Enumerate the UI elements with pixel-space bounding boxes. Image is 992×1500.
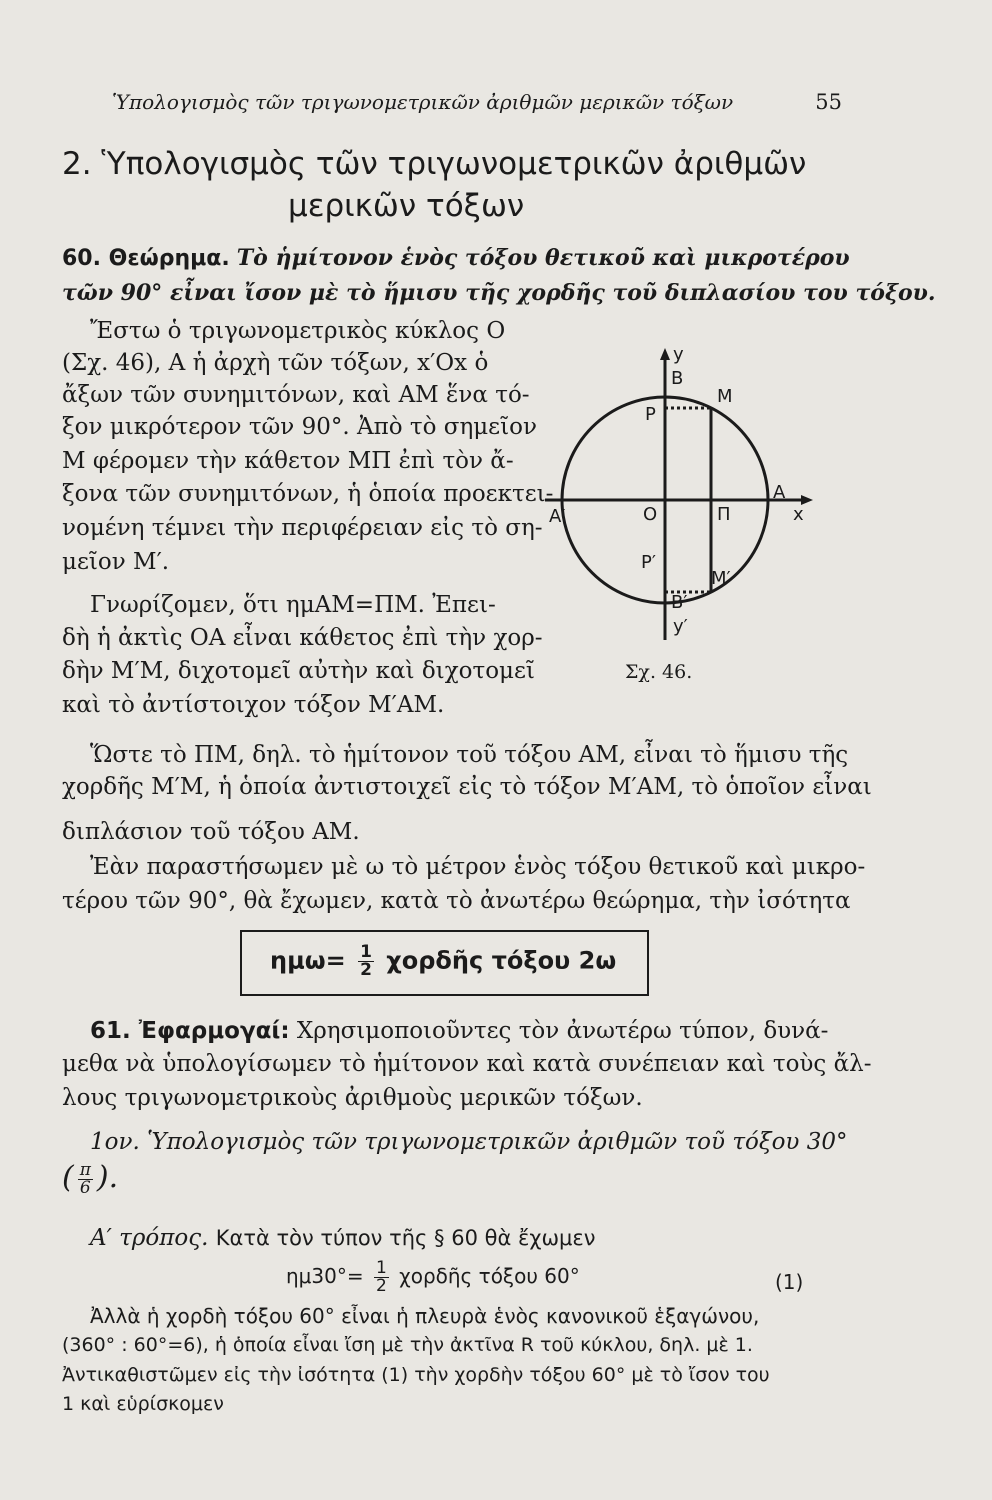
know-line: δὴ ἡ ἀκτὶς ΟΑ εἶναι κάθετος ἐπὶ τὴν χορ- — [62, 625, 543, 651]
theorem-statement-1: Τὸ ἡμίτονον ἑνὸς τόξου θετικοῦ καὶ μικροτέρου — [236, 245, 850, 271]
label-Pprime: P′ — [641, 552, 656, 573]
eq1-denominator: 2 — [375, 1276, 387, 1296]
label-P: P — [645, 404, 656, 425]
label-Pi: Π — [717, 504, 731, 525]
proof-line: μεῖον Μ′. — [62, 549, 170, 575]
running-title: Ὑπολογισμὸς τῶν τριγωνομετρικῶν ἀριθμῶν μερικῶν τόξων — [112, 90, 734, 114]
proof-line: ἄξων τῶν συνημιτόνων, καὶ ΑΜ ἕνα τό- — [62, 382, 530, 408]
theorem-statement-2: τῶν 90° εἶναι ἴσον μὲ τὸ ἥμισυ τῆς χορδῆς τοῦ διπλασίου του τόξου. — [62, 280, 936, 306]
proof-line: Ἔστω ὁ τριγωνομετρικὸς κύκλος Ο — [90, 318, 506, 344]
proof-line: Μ φέρομεν τὴν κάθετον ΜΠ ἐπὶ τὸν ἄ- — [62, 448, 514, 474]
formula-numerator: 1 — [360, 942, 372, 962]
label-Mprime: M′ — [711, 568, 731, 589]
omega-line: Ἐὰν παραστήσωμεν μὲ ω τὸ μέτρον ἑνὸς τόξου θετικοῦ καὶ μικρο- — [90, 854, 866, 880]
conclusion-line: Ὥστε τὸ ΠΜ, δηλ. τὸ ἡμίτονον τοῦ τόξου ΑΜ, εἶναι τὸ ἥμισυ τῆς — [90, 742, 849, 768]
formula-fraction — [358, 944, 374, 979]
know-line: δὴν Μ′Μ, διχοτομεῖ αὐτὴν καὶ διχοτομεῖ — [62, 658, 535, 684]
applications-line-2: μεθα νὰ ὑπολογίσωμεν τὸ ἡμίτονον καὶ κατὰ συνέπειαν καὶ τοὺς ἄλ- — [62, 1051, 872, 1077]
boxed-formula — [270, 944, 616, 979]
equation-1 — [286, 1260, 580, 1295]
eq1-fraction — [374, 1260, 389, 1295]
label-x: x — [793, 504, 804, 525]
theorem-label: 60. Θεώρημα. — [62, 246, 230, 271]
formula-denominator: 2 — [360, 960, 372, 980]
know-line: καὶ τὸ ἀντίστοιχον τόξον Μ′ΑΜ. — [62, 692, 445, 718]
method-label: Α′ τρόπος. — [90, 1225, 209, 1251]
label-Bprime: B′ — [671, 592, 688, 613]
method-text: Κατὰ τὸν τύπον τῆς § 60 θὰ ἔχωμεν — [215, 1226, 596, 1250]
figure-caption: Σχ. 46. — [625, 661, 693, 683]
label-B: B — [671, 368, 684, 389]
page-number: 55 — [815, 90, 842, 114]
proof-line: ξον μικρότερον τῶν 90°. Ἀπὸ τὸ σημεῖον — [62, 414, 537, 440]
eq1-numerator: 1 — [375, 1258, 387, 1278]
know-line: Γνωρίζομεν, ὅτι ημΑΜ=ΠΜ. Ἐπει- — [90, 592, 496, 618]
label-yprime: y′ — [673, 616, 688, 637]
formula-box — [240, 930, 649, 996]
theorem-line-1 — [62, 241, 850, 276]
first-case-text: Ὑπολογισμὸς τῶν τριγωνομετρικῶν ἀριθμῶν τοῦ τόξου 30° — [147, 1129, 848, 1155]
figure-46-trig-circle — [535, 340, 825, 670]
proof-line: ξονα τῶν συνημιτόνων, ἡ ὁποία προεκτει- — [62, 481, 554, 507]
pi-six-fraction — [78, 1159, 93, 1198]
pi-numerator: π — [79, 1159, 91, 1180]
applications-label: 61. Ἐφαρμογαί: — [90, 1018, 290, 1044]
final-line: 1 καὶ εὑρίσκομεν — [62, 1393, 224, 1415]
label-Aprime: A′ — [549, 506, 566, 527]
pi-over-six: ( $\frac{\pi}{6}$ ). — [62, 1159, 119, 1198]
final-line: Ἀντικαθιστῶμεν εἰς τὴν ἰσότητα (1) τὴν χορδὴν τόξου 60° μὲ τὸ ἴσον του — [62, 1364, 770, 1386]
applications-text-1: Χρησιμοποιοῦντες τὸν ἀνωτέρω τύπον, δυνά- — [296, 1018, 829, 1044]
applications-line-3: λους τριγωνομετρικοὺς ἀριθμοὺς μερικῶν τόξων. — [62, 1085, 643, 1111]
final-line: (360° : 60°=6), ἡ ὁποία εἶναι ἴση μὲ τὴν ἀκτῖνα R τοῦ κύκλου, δηλ. μὲ 1. — [62, 1334, 753, 1356]
formula-lhs: ημω= — [270, 946, 346, 975]
final-line: Ἀλλὰ ἡ χορδὴ τόξου 60° εἶναι ἡ πλευρὰ ἑνὸς κανονικοῦ ἑξαγώνου, — [90, 1304, 760, 1328]
applications-line-1 — [90, 1014, 828, 1048]
label-O: O — [643, 504, 658, 525]
eq1-lhs: ημ30°= — [286, 1264, 364, 1288]
proof-line: (Σχ. 46), Α ἡ ἀρχὴ τῶν τόξων, x′Ox ὁ — [62, 350, 489, 376]
label-y: y — [673, 344, 684, 365]
first-case-line — [90, 1125, 847, 1159]
conclusion-line: χορδῆς Μ′Μ, ἡ ὁποία ἀντιστοιχεῖ εἰς τὸ τόξον Μ′ΑΜ, τὸ ὁποῖον εἶναι — [62, 774, 872, 800]
section-title-cont: μερικῶν τόξων — [288, 188, 525, 224]
omega-line: τέρου τῶν 90°, θὰ ἔχωμεν, κατὰ τὸ ἀνωτέρω θεώρημα, τὴν ἰσότητα — [62, 888, 851, 914]
first-case-label: 1ον. — [90, 1129, 140, 1155]
conclusion-line: διπλάσιον τοῦ τόξου ΑΜ. — [62, 819, 360, 845]
formula-rhs: χορδῆς τόξου 2ω — [386, 946, 617, 975]
eq1-tag: (1) — [775, 1270, 804, 1294]
six-denominator: 6 — [79, 1177, 91, 1198]
running-header — [112, 90, 842, 114]
y-arrow-icon — [660, 348, 670, 360]
eq1-rhs: χορδῆς τόξου 60° — [399, 1264, 580, 1288]
section-title: 2. Ὑπολογισμὸς τῶν τριγωνομετρικῶν ἀριθμῶν — [62, 146, 807, 182]
proof-line: νομένη τέμνει τὴν περιφέρειαν εἰς τὸ ση- — [62, 515, 543, 541]
method-line — [90, 1221, 595, 1255]
label-M: M — [717, 386, 733, 407]
label-A: A — [773, 482, 786, 503]
